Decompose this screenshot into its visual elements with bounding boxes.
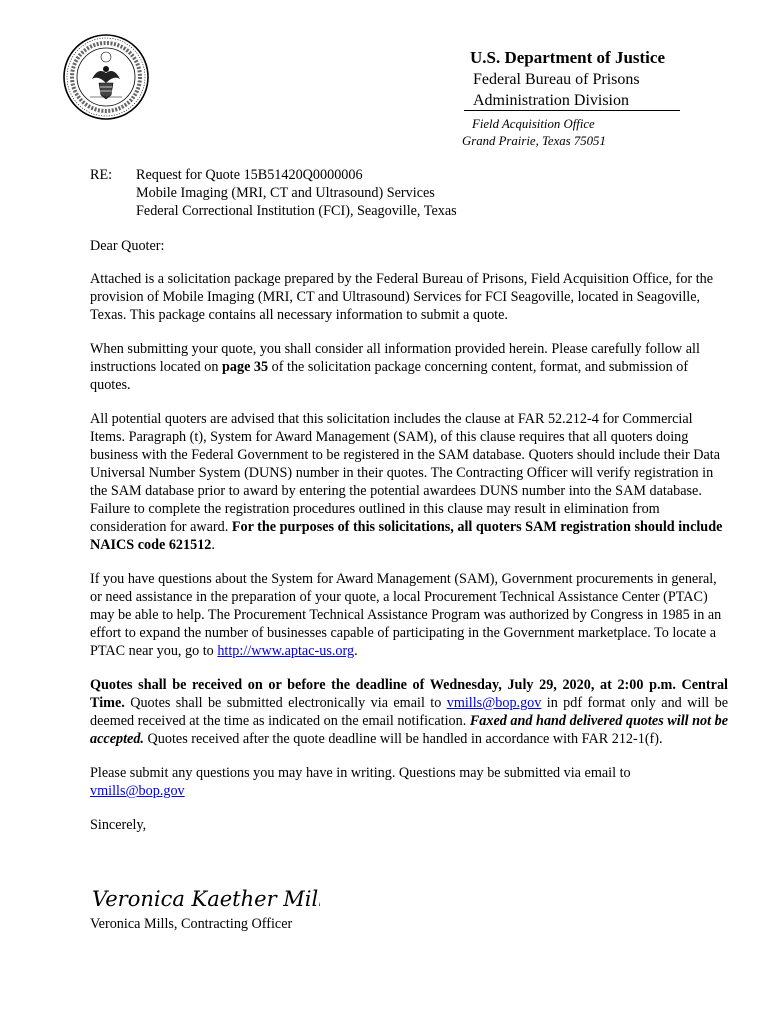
- signer-name: Veronica Mills, Contracting Officer: [90, 916, 293, 932]
- letterhead-divider: [464, 110, 680, 111]
- subject-line: Mobile Imaging (MRI, CT and Ultrasound) Services: [136, 185, 435, 201]
- re-label: RE:: [90, 167, 113, 183]
- office-name: Field Acquisition Office: [472, 117, 595, 131]
- paragraph-ptac: If you have questions about the System for Award Management (SAM), Government procurements in general, or need assistance in the preparation of your quote, a local Procurement Technical Assistance Center (PTAC) may be able to help. The Procurement Technical Assistance Program was authorized by Congress in 1985 in an effort to expand the number of businesses capable of participating in the Government marketplace. To locate a PTAC near you, go to http://www.aptac-us.org.: [90, 571, 722, 659]
- office-location: Grand Prairie, Texas 75051: [462, 134, 606, 148]
- paragraph-questions: Please submit any questions you may have in writing. Questions may be submitted via email to vmills@bop.gov: [90, 765, 631, 799]
- bureau-name: Federal Bureau of Prisons: [473, 71, 640, 88]
- email-link[interactable]: vmills@bop.gov: [90, 783, 185, 799]
- signature-script: Veronica Kaether Mills: [92, 887, 320, 911]
- paragraph-deadline: Quotes shall be received on or before the deadline of Wednesday, July 29, 2020, at 2:00 p.m. Central Time. Quotes shall be submitted electronically via email to vmills@bop.gov in pdf format only and will be deemed received at the time as indicated on the email notification. Faxed and hand delivered quotes will not be accepted. Quotes received after the quote deadline will be handled in accordance with FAR 212-1(f).: [90, 677, 729, 747]
- office-address: [462, 116, 662, 150]
- letter-body: [90, 237, 728, 850]
- signature: [90, 880, 320, 916]
- doj-seal-icon: [62, 33, 150, 121]
- page-reference: page 35: [222, 359, 269, 375]
- closing: Sincerely,: [90, 817, 147, 833]
- division-name: Administration Division: [473, 92, 629, 109]
- naics-notice: For the purposes of this solicitations, all quoters SAM registration should include NAICS code 621512: [90, 519, 723, 553]
- email-link[interactable]: vmills@bop.gov: [446, 695, 542, 711]
- greeting: Dear Quoter:: [90, 238, 165, 254]
- fax-notice: Faxed and hand delivered quotes will not be accepted.: [90, 713, 729, 747]
- subject-line: Request for Quote 15B51420Q0000006: [136, 167, 363, 183]
- paragraph-sam: All potential quoters are advised that this solicitation includes the clause at FAR 52.212-4 for Commercial Items. Paragraph (t), System for Award Management (SAM), of this clause requires that all quoters doing business with the Federal Government to be registered in the SAM database. Quoters should include their Data Universal Number System (DUNS) number in their quotes. The Contracting Officer will verify registration in the SAM database prior to award by entering the potential awardees DUNS number into the SAM database. Failure to complete the registration procedures outlined in this clause may result in elimination from consideration for award. For the purposes of this solicitations, all quoters SAM registration should include NAICS code 621512.: [90, 411, 723, 553]
- letterhead: [470, 47, 680, 111]
- subject-line: Federal Correctional Institution (FCI), Seagoville, Texas: [136, 203, 457, 219]
- department-name: U.S. Department of Justice: [470, 48, 665, 67]
- paragraph-instructions: When submitting your quote, you shall consider all information provided herein. Please carefully follow all instructions located on page 35 of the solicitation package concerning content, format, and submission of quotes.: [90, 341, 700, 393]
- deadline-notice: Quotes shall be received on or before the deadline of Wednesday, July 29, 2020, at 2:00 p.m. Central Time.: [90, 677, 728, 711]
- paragraph-intro: Attached is a solicitation package prepared by the Federal Bureau of Prisons, Field Acquisition Office, for the provision of Mobile Imaging (MRI, CT and Ultrasound) Services for FCI Seagoville, located in Seagoville, Texas. This package contains all necessary information to submit a quote.: [90, 271, 714, 323]
- ptac-link[interactable]: http://www.aptac-us.org: [217, 643, 355, 659]
